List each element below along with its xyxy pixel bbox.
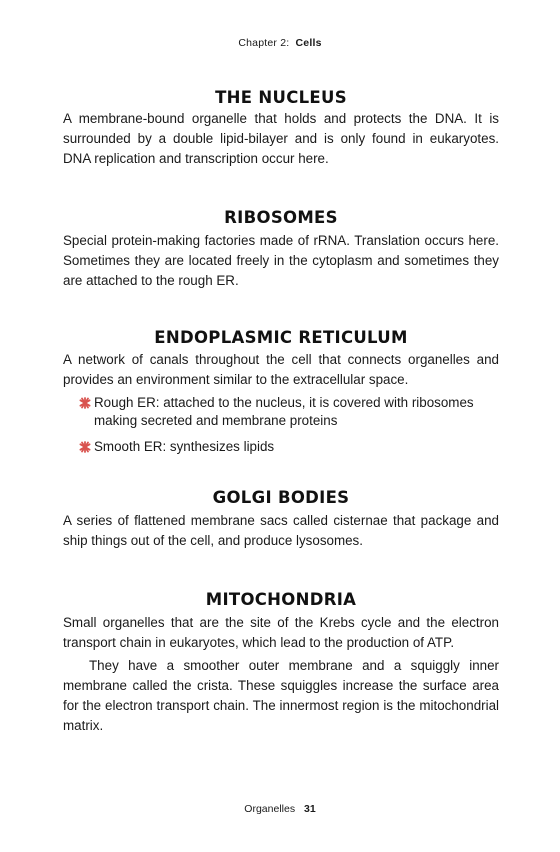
bullet-item-smooth-er <box>63 438 499 456</box>
section-mitochondria <box>63 590 499 736</box>
bullet-text: Rough ER: attached to the nucleus, it is covered with ribosomes making secreted and membrane proteins <box>94 395 474 428</box>
section-paragraph: They have a smoother outer membrane and a squiggly inner membrane called the crista. These squiggles increase the surface area for the electron transport chain. The innermost region is the mitochondrial matrix. <box>63 658 499 733</box>
section-heading: ENDOPLASMIC RETICULUM <box>154 328 408 347</box>
asterisk-burst-icon <box>79 397 91 409</box>
section-golgi-bodies <box>63 488 499 551</box>
bullet-item-rough-er <box>63 394 499 430</box>
section-ribosomes <box>63 208 499 291</box>
chapter-name: Cells <box>295 37 322 49</box>
chapter-label: Chapter 2: <box>238 37 290 49</box>
footer-section-name: Organelles <box>244 803 296 815</box>
bullet-list <box>63 394 499 456</box>
section-paragraph: Small organelles that are the site of the Krebs cycle and the electron transport chain in eukaryotes, which lead to the production of ATP. <box>63 615 499 650</box>
section-heading: RIBOSOMES <box>224 208 338 227</box>
section-paragraph: A network of canals throughout the cell that connects organelles and provides an environment similar to the extracellular space. <box>63 352 499 387</box>
bullet-text: Smooth ER: synthesizes lipids <box>94 439 275 454</box>
section-paragraph: A membrane-bound organelle that holds and protects the DNA. It is surrounded by a double lipid-bilayer and is only found in eukaryotes. DNA replication and transcription occur here. <box>63 111 499 166</box>
page-number: 31 <box>304 803 316 815</box>
section-heading: MITOCHONDRIA <box>205 590 357 609</box>
section-heading: GOLGI BODIES <box>212 488 350 507</box>
running-foot <box>0 803 560 815</box>
section-endoplasmic-reticulum <box>63 328 499 464</box>
section-nucleus <box>63 88 499 169</box>
running-head <box>0 37 560 49</box>
section-paragraph: A series of flattened membrane sacs called cisternae that package and ship things out of the cell, and produce lysosomes. <box>63 513 499 548</box>
section-heading: THE NUCLEUS <box>215 88 347 107</box>
asterisk-burst-icon <box>79 441 91 453</box>
section-paragraph: Special protein-making factories made of rRNA. Translation occurs here. Sometimes they are located freely in the cytoplasm and sometimes they are attached to the rough ER. <box>63 233 499 288</box>
